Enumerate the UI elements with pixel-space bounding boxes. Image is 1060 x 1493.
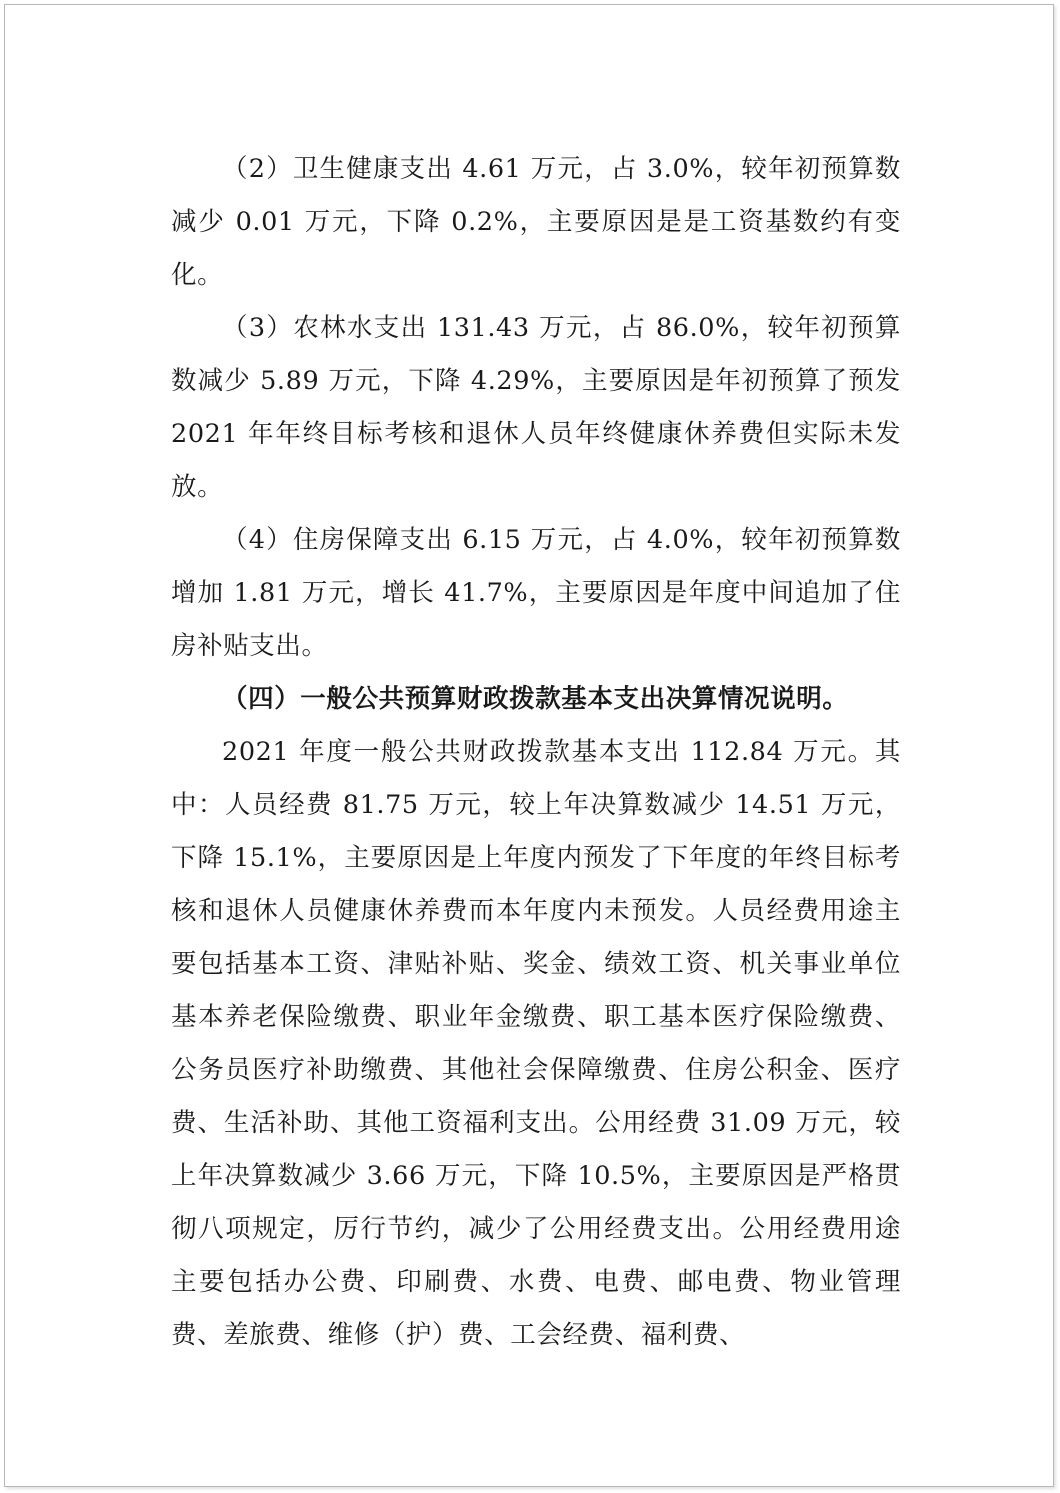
document-body	[171, 143, 901, 1362]
paragraph-agriculture-expenditure: （3）农林水支出 131.43 万元，占 86.0%，较年初预算数减少 5.89 万元，下降 4.29%，主要原因是年初预算了预发 2021 年年终目标考核和退休人员年终健康休养费但实际未发放。	[171, 313, 901, 502]
section-heading-basic-expenditure: （四）一般公共预算财政拨款基本支出决算情况说明。	[222, 684, 849, 714]
paragraph-health-expenditure: （2）卫生健康支出 4.61 万元，占 3.0%，较年初预算数减少 0.01 万元，下降 0.2%，主要原因是是工资基数约有变化。	[171, 154, 901, 290]
document-page	[4, 4, 1054, 1487]
paragraph-basic-expenditure-detail: 2021 年度一般公共财政拨款基本支出 112.84 万元。其中：人员经费 81.75 万元，较上年决算数减少 14.51 万元，下降 15.1%，主要原因是上年度内预发了下年度的年终目标考核和退休人员健康休养费而本年度内未预发。人员经费用途主要包括基本工资、津贴补贴、奖金、绩效工资、机关事业单位基本养老保险缴费、职业年金缴费、职工基本医疗保险缴费、公务员医疗补助缴费、其他社会保障缴费、住房公积金、医疗费、生活补助、其他工资福利支出。公用经费 31.09 万元，较上年决算数减少 3.66 万元，下降 10.5%，主要原因是严格贯彻八项规定，厉行节约，减少了公用经费支出。公用经费用途主要包括办公费、印刷费、水费、电费、邮电费、物业管理费、差旅费、维修（护）费、工会经费、福利费、	[171, 737, 901, 1350]
paragraph-housing-expenditure: （4）住房保障支出 6.15 万元，占 4.0%，较年初预算数增加 1.81 万元，增长 41.7%，主要原因是年度中间追加了住房补贴支出。	[171, 525, 901, 661]
